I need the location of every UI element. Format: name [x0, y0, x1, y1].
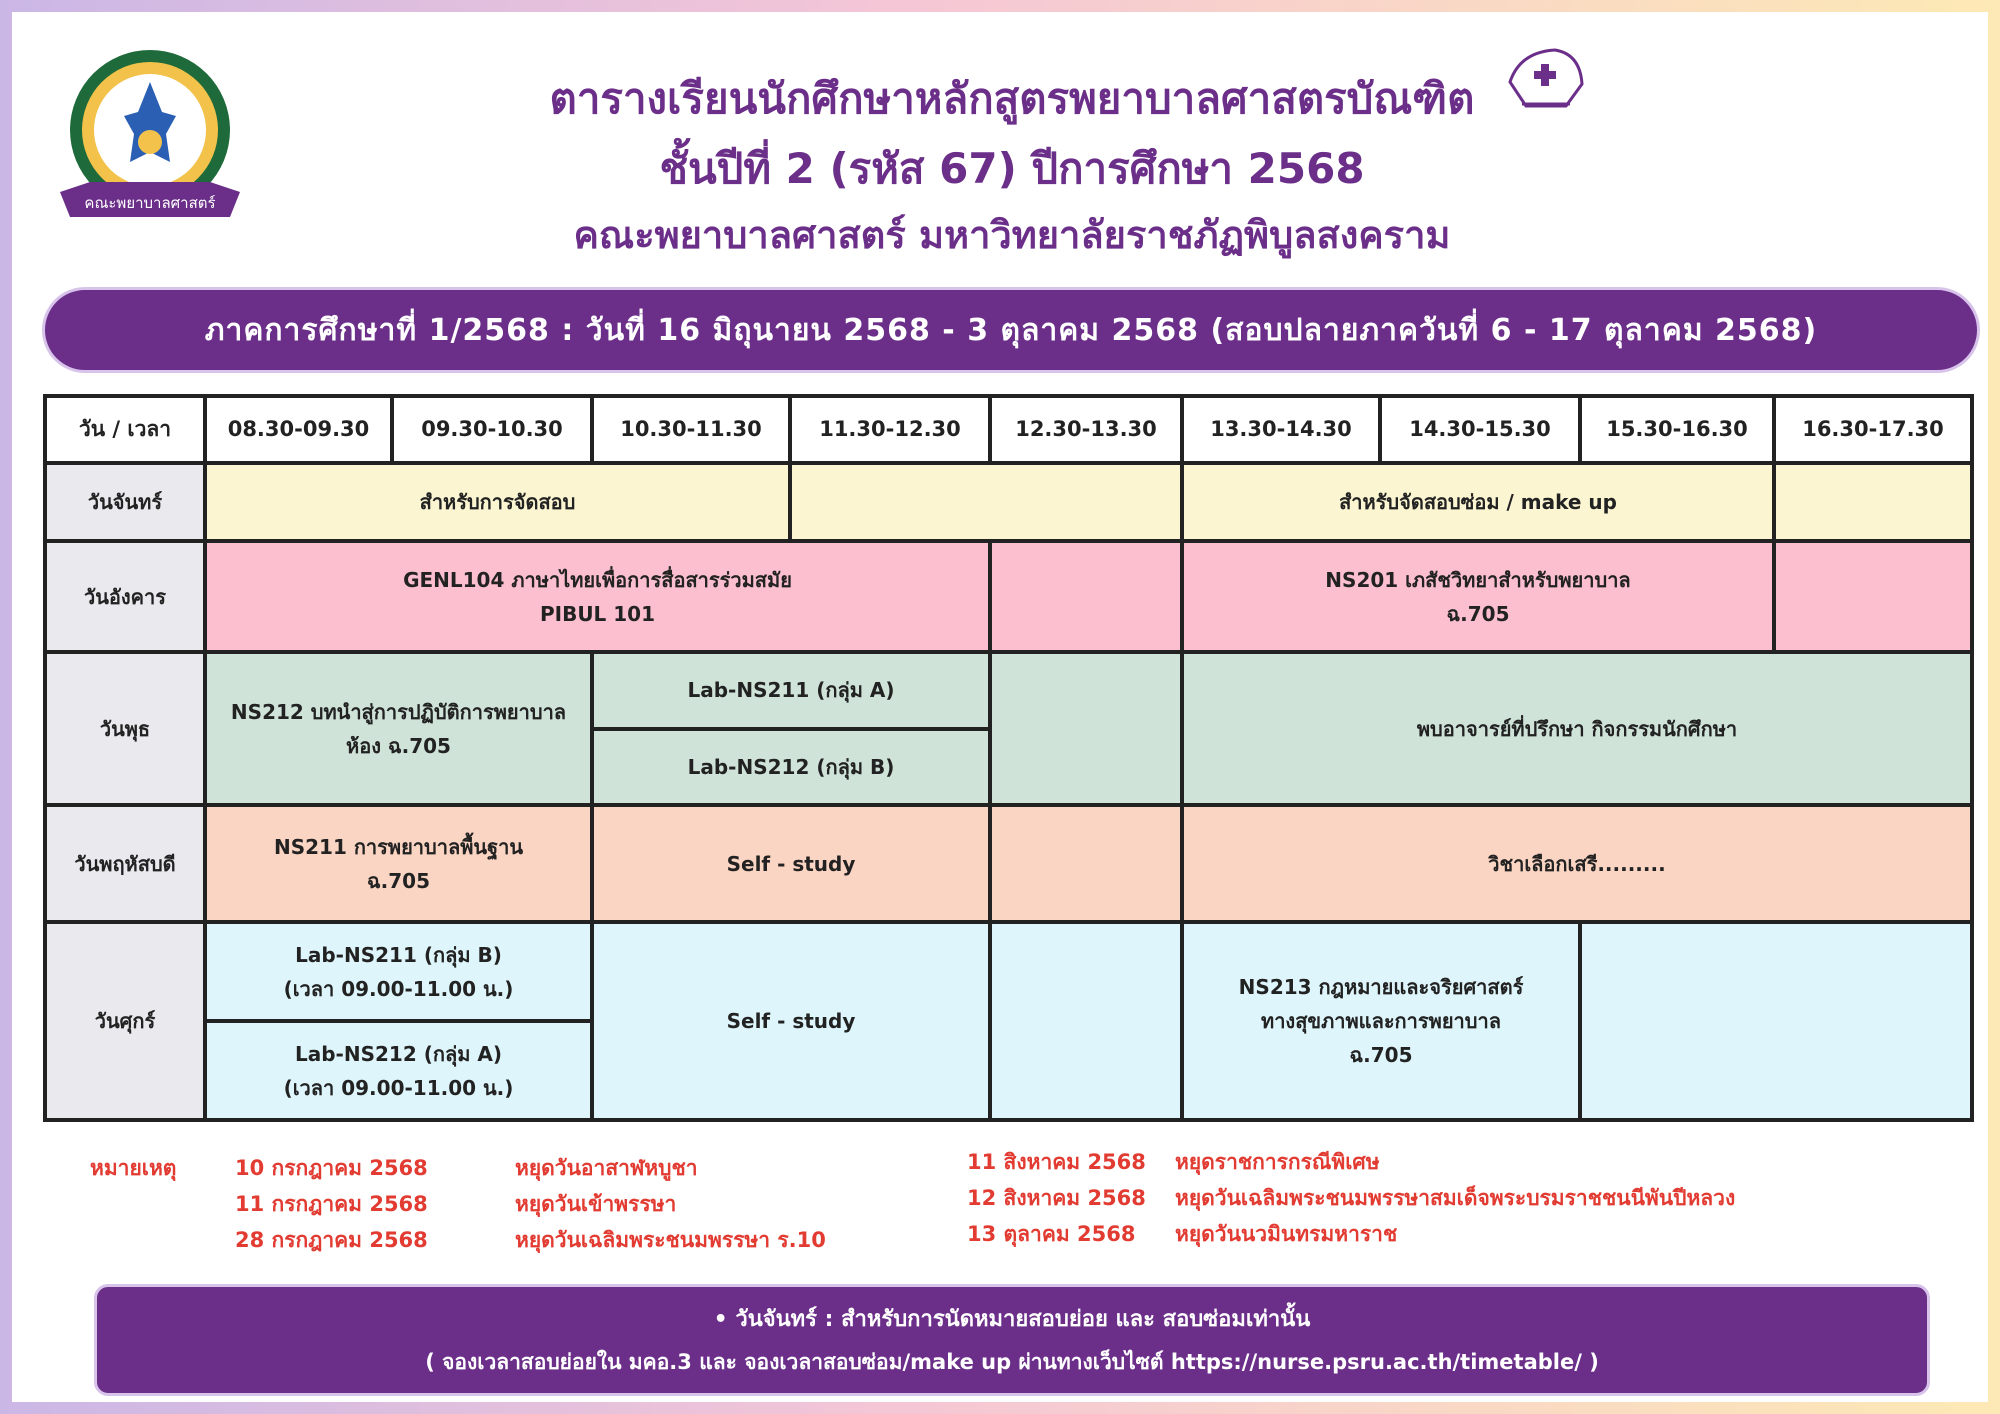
- day-friday: วันศุกร์: [45, 922, 205, 1120]
- slot-mon-makeup: สำหรับจัดสอบซ่อม / make up: [1182, 463, 1774, 542]
- slot-wed-lab-b: Lab-NS212 (กลุ่ม B): [592, 729, 990, 806]
- footer-line-1: • วันจันทร์ : สำหรับการนัดหมายสอบย่อย และ สอบซ่อมเท่านั้น: [713, 1307, 1311, 1332]
- course-name-cont: ทางสุขภาพและการพยาบาล: [1261, 1009, 1501, 1034]
- row-tuesday: [45, 541, 1972, 652]
- header-cell: 14.30-15.30: [1380, 396, 1580, 463]
- note-desc: หยุดวันเข้าพรรษา: [515, 1192, 677, 1216]
- slot-tue-lunch: [990, 541, 1182, 652]
- footer-line-2: ( จองเวลาสอบย่อยใน มคอ.3 และ จองเวลาสอบซ่อม/make up ผ่านทางเว็บไซต์ https://nurse.psru.ac.th/timetable/ ): [425, 1350, 1599, 1374]
- slot-tue-genl104: [205, 541, 990, 652]
- header-cell: วัน / เวลา: [45, 396, 205, 463]
- row-friday-a: [45, 922, 1972, 1021]
- note-desc: หยุดวันนวมินทรมหาราช: [1175, 1222, 1398, 1246]
- semester-banner: ภาคการศึกษาที่ 1/2568 : วันที่ 16 มิถุนายน 2568 - 3 ตุลาคม 2568 (สอบปลายภาควันที่ 6 - 17 ตุลาคม 2568): [42, 287, 1980, 373]
- slot-fri-lunch: [990, 922, 1182, 1120]
- university-logo: [50, 42, 250, 242]
- nurse-cap-icon: [1500, 42, 1590, 122]
- page-sheet: [12, 12, 1988, 1402]
- course-room: ฉ.705: [1349, 1043, 1413, 1068]
- notes-title: หมายเหตุ: [90, 1156, 177, 1180]
- slot-mon-empty-midday: [790, 463, 1182, 542]
- slot-mon-empty-late: [1774, 463, 1972, 542]
- slot-tue-empty-late: [1774, 541, 1972, 652]
- row-wednesday-a: [45, 652, 1972, 729]
- note-desc: หยุดวันอาสาฬหบูชา: [515, 1156, 698, 1180]
- header-cell: 11.30-12.30: [790, 396, 990, 463]
- svg-text:คณะพยาบาลศาสตร์: คณะพยาบาลศาสตร์: [84, 194, 216, 212]
- row-thursday: [45, 805, 1972, 922]
- course-name: NS213 กฎหมายและจริยศาสตร์: [1238, 975, 1524, 1000]
- course-name: NS212 บทนำสู่การปฏิบัติการพยาบาล: [230, 699, 567, 724]
- note-date: 28 กรกฎาคม 2568: [235, 1228, 428, 1252]
- slot-fri-lab-ns212: [205, 1021, 592, 1120]
- slot-wed-advisor: พบอาจารย์ที่ปรึกษา กิจกรรมนักศึกษา: [1182, 652, 1972, 805]
- slot-fri-empty-late: [1580, 922, 1972, 1120]
- slot-thu-elective: วิชาเลือกเสรี.........: [1182, 805, 1972, 922]
- course-name: NS211 การพยาบาลพื้นฐาน: [273, 834, 524, 859]
- day-wednesday: วันพุธ: [45, 652, 205, 805]
- header-cell: 10.30-11.30: [592, 396, 790, 463]
- page-subtitle: ชั้นปีที่ 2 (รหัส 67) ปีการศึกษา 2568: [659, 144, 1365, 193]
- slot-fri-ns213: [1182, 922, 1580, 1120]
- course-name: Lab-NS211 (กลุ่ม B): [295, 942, 502, 967]
- note-desc: หยุดราชการกรณีพิเศษ: [1175, 1150, 1380, 1174]
- slot-wed-lab-a: Lab-NS211 (กลุ่ม A): [592, 652, 990, 729]
- course-room: ฉ.705: [1446, 601, 1510, 626]
- header-cell: 09.30-10.30: [392, 396, 592, 463]
- slot-fri-lab-ns211: [205, 922, 592, 1021]
- course-name: Lab-NS212 (กลุ่ม A): [295, 1041, 502, 1066]
- course-room: ห้อง ฉ.705: [346, 733, 451, 758]
- slot-tue-ns201: [1182, 541, 1774, 652]
- note-date: 11 สิงหาคม 2568: [967, 1150, 1146, 1174]
- slot-thu-ns211: [205, 805, 592, 922]
- header-cell: 13.30-14.30: [1182, 396, 1380, 463]
- course-time: (เวลา 09.00-11.00 น.): [283, 976, 514, 1001]
- note-desc: หยุดวันเฉลิมพระชนมพรรษาสมเด็จพระบรมราชชนนีพันปีหลวง: [1175, 1186, 1736, 1210]
- header-row: [45, 396, 1972, 463]
- header-cell: 15.30-16.30: [1580, 396, 1774, 463]
- day-thursday: วันพฤหัสบดี: [45, 805, 205, 922]
- page-title: ตารางเรียนนักศึกษาหลักสูตรพยาบาลศาสตรบัณฑิต: [549, 74, 1475, 123]
- course-room: PIBUL 101: [539, 601, 656, 626]
- course-name: NS201 เภสัชวิทยาสำหรับพยาบาล: [1325, 567, 1631, 592]
- slot-thu-self-study: Self - study: [592, 805, 990, 922]
- holiday-notes: [90, 1144, 1970, 1274]
- note-date: 12 สิงหาคม 2568: [967, 1186, 1146, 1210]
- header-cell: 16.30-17.30: [1774, 396, 1972, 463]
- faculty-name: คณะพยาบาลศาสตร์ มหาวิทยาลัยราชภัฏพิบูลสงคราม: [573, 213, 1451, 257]
- day-tuesday: วันอังคาร: [45, 541, 205, 652]
- header-cell: 08.30-09.30: [205, 396, 392, 463]
- course-name: GENL104 ภาษาไทยเพื่อการสื่อสารร่วมสมัย: [403, 567, 792, 592]
- note-desc: หยุดวันเฉลิมพระชนมพรรษา ร.10: [515, 1228, 826, 1252]
- note-date: 13 ตุลาคม 2568: [967, 1222, 1136, 1246]
- note-date: 11 กรกฎาคม 2568: [235, 1192, 428, 1216]
- note-date: 10 กรกฎาคม 2568: [235, 1156, 428, 1180]
- footer-notice: [94, 1284, 1930, 1396]
- day-monday: วันจันทร์: [45, 463, 205, 542]
- course-room: ฉ.705: [367, 868, 430, 893]
- header-cell: 12.30-13.30: [990, 396, 1182, 463]
- slot-wed-lunch: [990, 652, 1182, 805]
- slot-mon-exam: สำหรับการจัดสอบ: [205, 463, 790, 542]
- slot-wed-ns212: [205, 652, 592, 805]
- slot-fri-self-study: Self - study: [592, 922, 990, 1120]
- row-monday: [45, 463, 1972, 542]
- course-time: (เวลา 09.00-11.00 น.): [283, 1075, 514, 1100]
- slot-thu-lunch: [990, 805, 1182, 922]
- timetable: [43, 394, 1974, 1122]
